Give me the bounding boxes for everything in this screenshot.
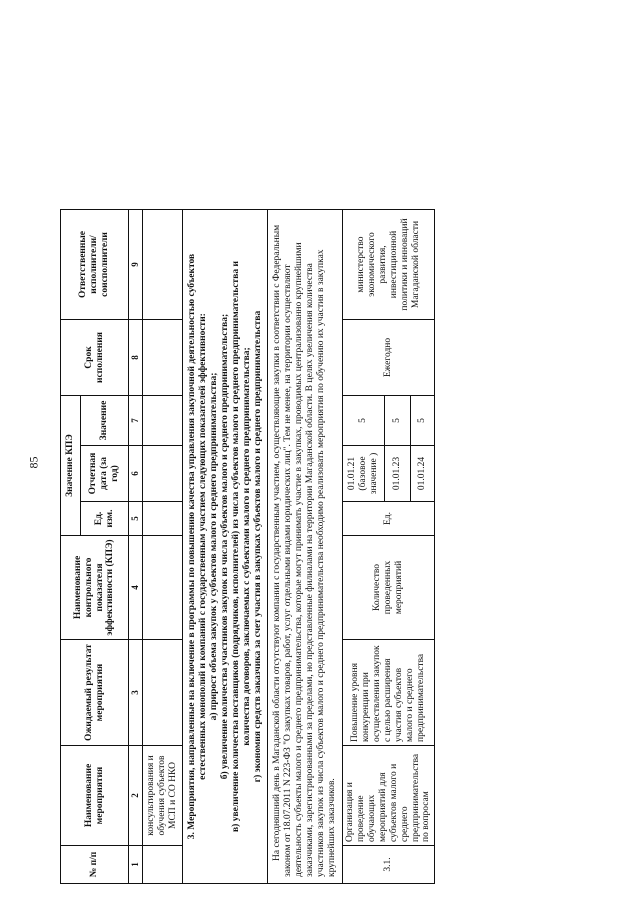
row-3-1-term: Ежегодно <box>342 320 434 396</box>
section-3-line: а) прирост объема закупок у субъектов малого и среднего предпринимательства; <box>208 372 219 721</box>
colnum-8: 8 <box>129 320 143 396</box>
header-date: Отчетная дата (за год) <box>81 446 129 502</box>
row-3-1-unit: Ед. <box>342 502 434 536</box>
row-3-1-resp: министерство экономического развития, инвестиционной политики и инноваций Магаданской области <box>342 210 434 320</box>
colnum-2: 2 <box>129 746 143 846</box>
header-name: Наименование мероприятия <box>61 746 129 846</box>
spacer <box>61 22 343 210</box>
header-no: № п/п <box>61 846 129 884</box>
cell-empty <box>143 846 183 884</box>
intro-text: На сегодняшний день в Магаданской области отсутствуют компании с государственным участием, осуществляющие закупки в соответствии с Федеральным законом от 18.07.2011 N 223-ФЗ "О закупках товаров, работ, услуг отдельными видами юридических лиц". Тем не менее, на территории осуществляют деятельность субъекты малого и среднего предпринимательства, которые могут принимать участие в закупках, проводимых централизованно крупнейшими заказчиками, зарегистрированными за пределами, но представленные филиалами на территории Магаданской области. В целях увеличения количества участников закупок из числа субъектов малого и среднего предпринимательства необходимо реализовать мероприятия по обучению их участия в закупках крупнейших заказчиков. <box>268 210 343 884</box>
spacer <box>342 22 434 210</box>
cell-empty <box>143 502 183 536</box>
header-result: Ожидаемый результат мероприятия <box>61 640 129 746</box>
page-number: 85 <box>26 456 41 469</box>
section-3-line: б) увеличение количества участников закупок из числа субъектов малого и среднего предпринимательства; <box>219 313 230 780</box>
colnum-4: 4 <box>129 536 143 640</box>
header-kpi-name: Наименование контрольного показателя эффективности (КПЭ) <box>61 536 129 640</box>
row-3-1-kpi-name: Количество проведенных мероприятий <box>342 536 434 640</box>
cell-empty <box>143 396 183 446</box>
header-kpi-value: Значение КПЭ <box>61 396 81 536</box>
rotated-page <box>60 22 470 884</box>
row-3-1-name: Организация и проведение обучающих мероприятий для субъектов малого и среднего предпринимательства по вопросам <box>342 746 434 846</box>
row-3-1-value: 5 <box>385 396 411 446</box>
section-3-line: г) экономия средств заказчика за счет участия в закупках субъектов малого и среднего предпринимательства <box>252 310 263 783</box>
table-container <box>60 22 470 884</box>
cell-empty <box>143 446 183 502</box>
colnum-7: 7 <box>129 396 143 446</box>
colnum-6: 6 <box>129 446 143 502</box>
colnum-3: 3 <box>129 640 143 746</box>
prev-row-name: консультирования и обучения субъектов МСП и СО НКО <box>143 746 183 846</box>
cell-empty <box>143 536 183 640</box>
row-3-1-result: Повышение уровня конкуренции при осуществлении закупок с целью расширения участия субъектов малого и среднего предпринимательства <box>342 640 434 746</box>
row-3-1-no: 3.1. <box>342 846 434 884</box>
cell-empty <box>143 210 183 320</box>
row-3-1-date: 01.01.21 (базовое значение ) <box>342 446 384 502</box>
section-3-line: в) увеличение количества поставщиков (подрядчиков, исполнителей) из числа субъектов малого и среднего предпринимательства и <box>230 261 241 832</box>
section-3-heading <box>183 210 268 884</box>
section-3-line: естественных монополий и компаний с государственным участием следующих показателей эффективности: <box>197 313 208 780</box>
measures-table-3-1 <box>342 22 435 885</box>
cell-empty <box>143 320 183 396</box>
header-term: Срок исполнения <box>61 320 129 396</box>
measures-table <box>60 22 343 885</box>
row-3-1-value: 5 <box>342 396 384 446</box>
cell-empty <box>143 640 183 746</box>
row-3-1-value: 5 <box>411 396 435 446</box>
header-resp: Ответственные исполнители/ соисполнители <box>61 210 129 320</box>
section-3-line: 3. Мероприятия, направленные на включение в программы по повышению качества управления закупочной деятельностью субъектов <box>187 253 197 840</box>
colnum-1: 1 <box>129 846 143 884</box>
row-3-1-date: 01.01.24 <box>411 446 435 502</box>
header-row <box>61 22 81 884</box>
table-row-3-1 <box>342 22 384 884</box>
colnum-9: 9 <box>129 210 143 320</box>
colnum-5: 5 <box>129 502 143 536</box>
row-3-1-date: 01.01.23 <box>385 446 411 502</box>
header-unit: Ед. изм. <box>81 502 129 536</box>
section-3-line: количества договоров, заключаемых с субъектами малого и среднего предпринимательства; <box>241 347 252 746</box>
header-value: Значение <box>81 396 129 446</box>
